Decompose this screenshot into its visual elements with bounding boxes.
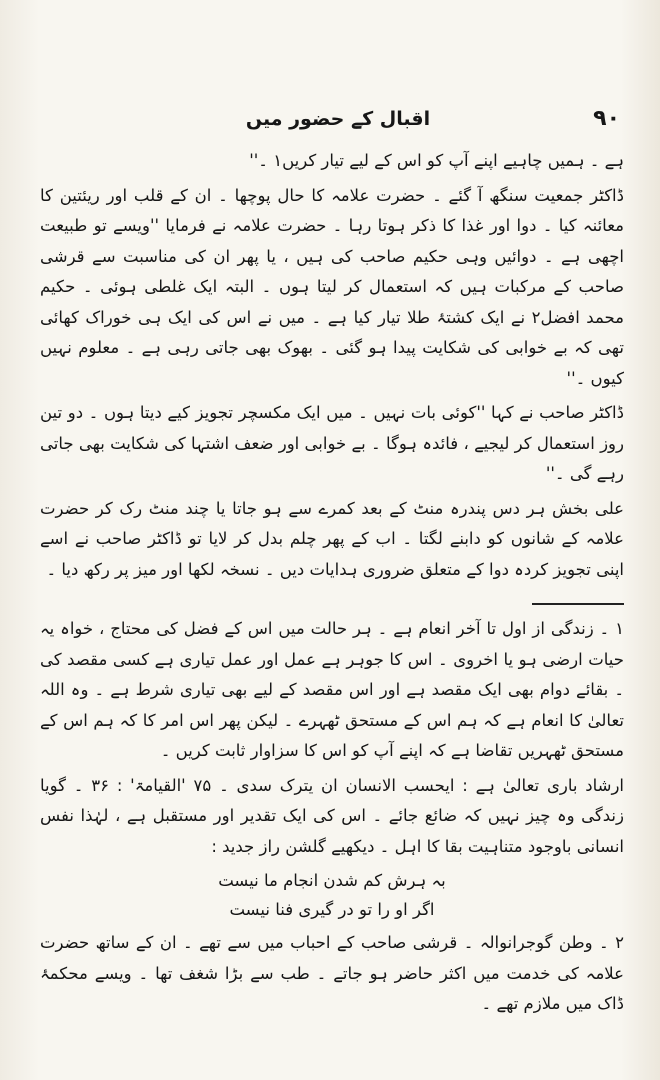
page-header: [56, 106, 620, 140]
verse-line: اگر او را تو در گیری فنا نیست: [229, 900, 435, 919]
paragraph: ڈاکٹر جمعیت سنگھ آ گئے ۔ حضرت علامہ کا حال پوچھا ۔ ان کے قلب اور ریئتین کا معائنہ کیا ۔ دوا اور غذا کا ذکر ہوتا رہا ۔ حضرت علامہ نے فرمایا ''ویسے تو طبیعت اچھی ہے ۔ دوائیں وہی حکیم صاحب کی ہیں ، یا پھر ان کی مناسبت سے قرشی صاحب کے مرکبات ہیں کہ استعمال کر لیتا ہوں ۔ البتہ ایک غلطی ہوئی ۔ حکیم محمد افضل۲ نے ایک کشتۂ طلا تیار کیا ہے ۔ میں نے اس کی ایک ہی خوراک کھائی تھی کہ بے خوابی کی شکایت پیدا ہو گئی ۔ بھوک بھی جاتی رہی ہے ۔ معلوم نہیں کیوں ۔'': [40, 185, 625, 388]
paragraph: ڈاکٹر صاحب نے کہا ''کوئی بات نہیں ۔ میں ایک مکسچر تجویز کیے دیتا ہوں ۔ دو تین روز استعمال کر لیجیے ، فائدہ ہوگا ۔ بے خوابی اور ضعف اشتہا کی شکایت بھی جاتی رہے گی ۔'': [40, 403, 624, 483]
page-number: ۹۰: [593, 106, 620, 131]
paragraph: ہے ۔ ہمیں چاہیے اپنے آپ کو اس کے لیے تیار کریں۱ ۔'': [249, 151, 624, 170]
footnote-1: ۱ ۔ زندگی از اول تا آخر انعام ہے ۔ ہر حالت میں اس کے فضل کی محتاج ، خواہ یہ حیات ارضی ہو یا اخروی ۔ اس کا جوہر ہے عمل اور عمل تیاری ہے کسی مقصد کی ۔ بقائے دوام بھی ایک مقصد ہے اور اس مقصد کے لیے بھی تیاری شرط ہے ۔ وہ اللہ تعالیٰ کا انعام ہے کہ ہم اس کے مستحق ٹھہرے ۔ لیکن پھر اس امر کا کہ ہم اس کے مستحق ٹھہریں تقاضا ہے کہ اپنے آپ کو اس کا سزاوار ثابت کریں ۔: [40, 619, 624, 760]
main-text: [40, 146, 624, 589]
footnote-1-continued: ارشاد باری تعالیٰ ہے : ایحسب الانسان ان یترک سدی ۔ ۷۵ 'القیامۃ' : ۳۶ ۔ گویا زندگی وہ چیز نہیں کہ ضائع جائے ۔ اس کی ایک تقدیر اور مستقبل ہے ، لہٰذا نفس انسانی باوجود متناہیت بقا کا اہل ۔ دیکھیے گلشن راز جدید :: [40, 775, 624, 856]
footnote-2: ۲ ۔ وطن گوجرانوالہ ۔ قرشی صاحب کے احباب میں سے تھے ۔ ان کے ساتھ حضرت علامہ کی خدمت میں اکثر حاضر ہو جاتے ۔ طب سے بڑا شغف تھا ۔ ویسے محکمۂ ڈاک میں ملازم تھے ۔: [40, 933, 624, 1013]
running-title: اقبال کے حضور میں: [245, 108, 431, 130]
footnote-separator: [532, 603, 624, 605]
verse-line: بہ ہرش کم شدن انجام ما نیست: [218, 871, 446, 890]
persian-verse: [40, 866, 624, 924]
paragraph: علی بخش ہر دس پندرہ منٹ کے بعد کمرے سے ہو جاتا یا چند منٹ رک کر حضرت علامہ کے شانوں کو دابنے لگتا ۔ اب کے پھر چلم بدل کر لایا تو ڈاکٹر صاحب نے اسے اپنی تجویز کردہ دوا کے متعلق ضروری ہدایات دیں ۔ نسخہ لکھا اور میز پر رکھ دیا ۔: [40, 498, 624, 579]
footnotes: [40, 614, 624, 1024]
